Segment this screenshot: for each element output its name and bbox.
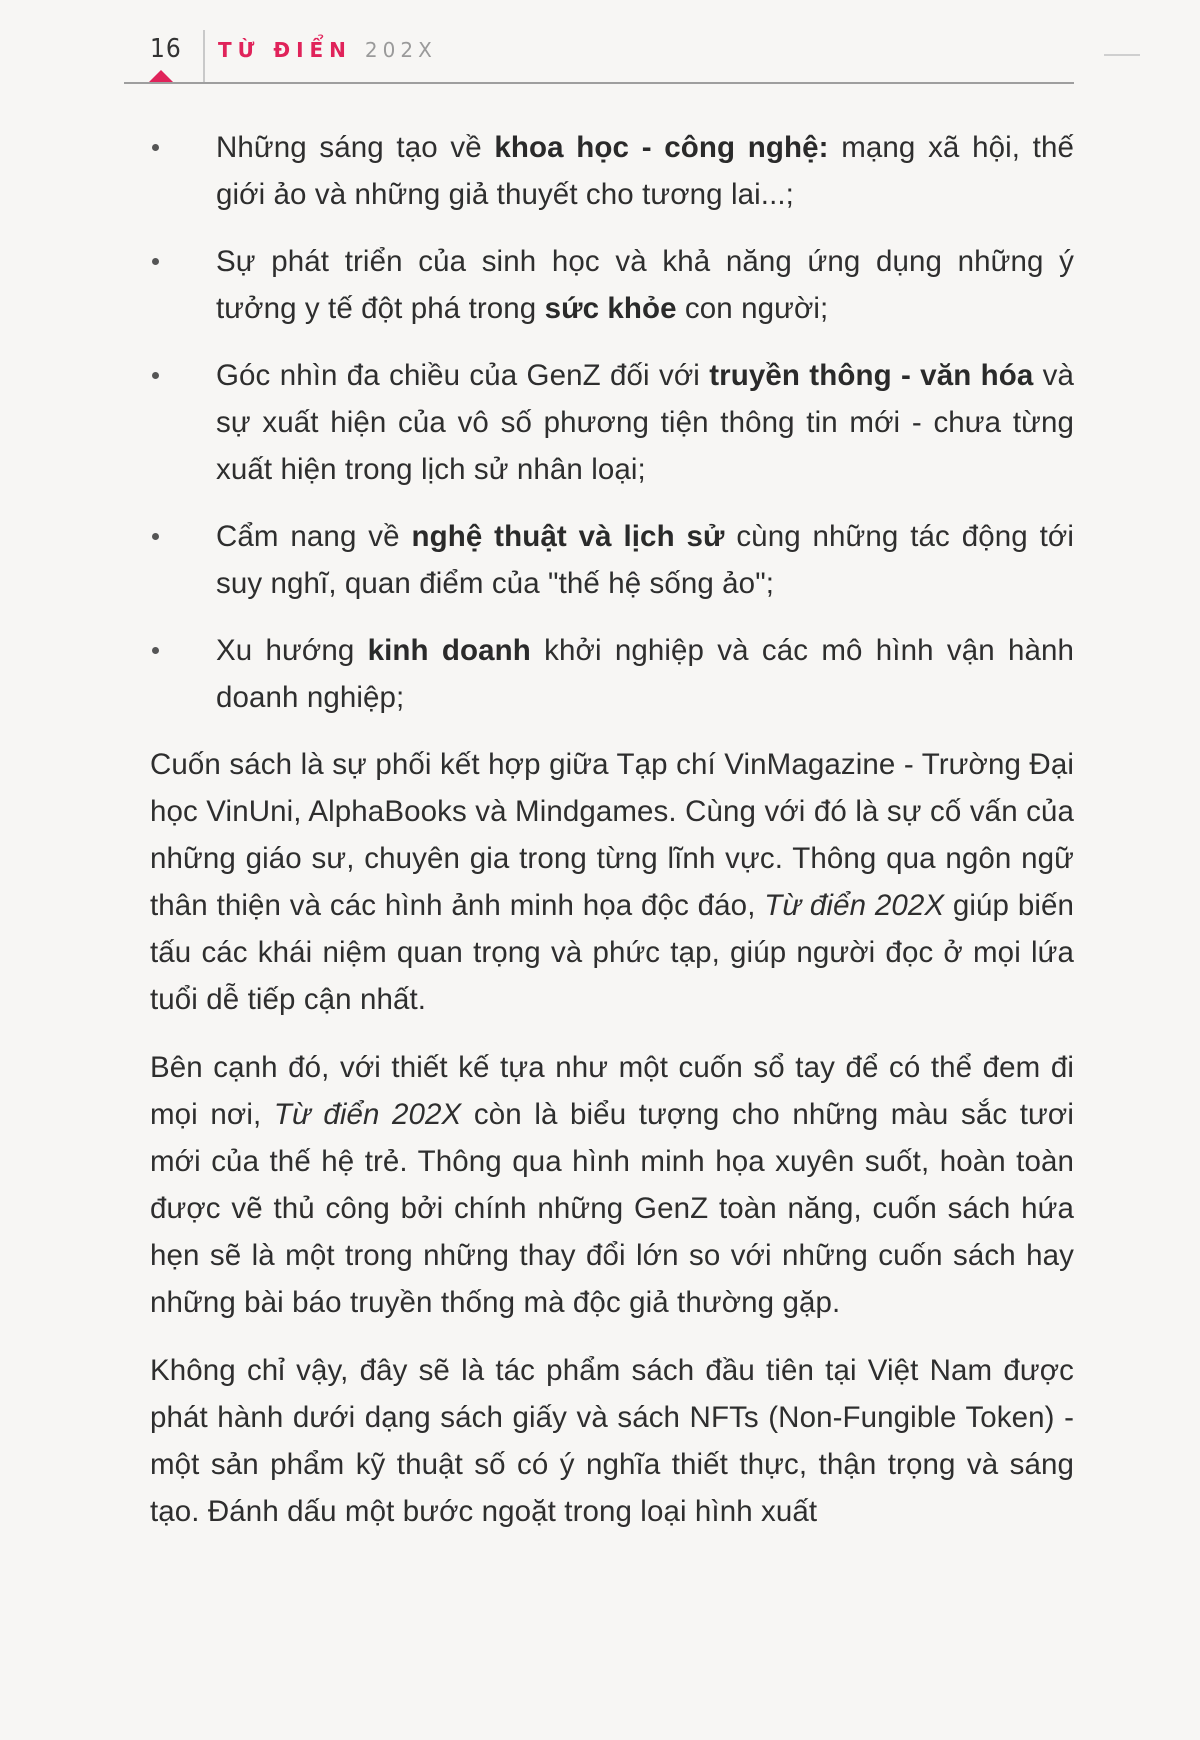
page-number: 16	[150, 34, 182, 64]
bullet-item	[150, 513, 1074, 607]
bullet-text-bold: truyền thông - văn hóa	[709, 359, 1034, 392]
paragraph-collaboration	[150, 741, 1074, 1023]
bullet-item	[150, 627, 1074, 721]
bullet-item	[150, 352, 1074, 493]
bullet-item	[150, 238, 1074, 332]
bullet-dot-icon	[152, 647, 159, 654]
bullet-text-bold: sức khỏe	[544, 292, 677, 325]
bullet-text-after: cùng những tác động tới suy nghĩ, quan điểm của "thế hệ sống ảo";	[216, 520, 1074, 600]
paragraph-nft	[150, 1347, 1074, 1535]
bullet-dot-icon	[152, 144, 159, 151]
paragraph-design	[150, 1044, 1074, 1326]
bullet-item	[150, 124, 1074, 218]
running-title	[218, 38, 437, 62]
bullet-text-before: Những sáng tạo về	[216, 131, 495, 164]
bullet-text-before: Góc nhìn đa chiều của GenZ đối với	[216, 359, 710, 392]
bullet-text-bold: khoa học - công nghệ:	[494, 131, 829, 164]
bullet-text-bold: kinh doanh	[367, 634, 531, 667]
running-title-light: 202X	[364, 38, 437, 62]
book-title-italic: Từ điển 202X	[273, 1098, 462, 1131]
paragraph-text: Cuốn sách là sự phối kết hợp giữa Tạp chí VinMagazine - Trường Đại học VinUni, AlphaBooks và Mindgames. Cùng với đó là sự cố vấn của những giáo sư, chuyên gia trong từng lĩnh vực. Thông qua ngôn ngữ thân thiện và các hình ảnh minh họa độc đáo,	[150, 748, 1074, 922]
header-rule	[124, 82, 1074, 84]
book-title-italic: Từ điển 202X	[764, 889, 945, 922]
bullet-text-after: mạng xã hội, thế giới ảo và những giả thuyết cho tương lai...;	[216, 131, 1074, 211]
bullet-text-before: Xu hướng	[216, 634, 368, 667]
paragraph-text: Không chỉ vậy, đây sẽ là tác phẩm sách đầu tiên tại Việt Nam được phát hành dưới dạng sách giấy và sách NFTs (Non-Fungible Token) - một sản phẩm kỹ thuật số có ý nghĩa thiết thực, thận trọng và sáng tạo. Đánh dấu một bước ngoặt trong loại hình xuất	[150, 1354, 1074, 1528]
bullet-dot-icon	[152, 258, 159, 265]
paragraph-text: Bên cạnh đó, với thiết kế tựa như một cuốn sổ tay để có thể đem đi mọi nơi,	[150, 1051, 1074, 1131]
bullet-dot-icon	[152, 533, 159, 540]
page-header	[0, 0, 1200, 90]
bullet-text-after: con người;	[676, 292, 829, 325]
paragraph-text: giúp biến tấu các khái niệm quan trọng và phức tạp, giúp người đọc ở mọi lứa tuổi dễ tiếp cận nhất.	[150, 889, 1074, 1016]
bullet-list	[150, 124, 1074, 721]
bullet-text-before: Cẩm nang về	[216, 520, 412, 553]
bullet-text-before: Sự phát triển của sinh học và khả năng ứng dụng những ý tưởng y tế đột phá trong	[216, 245, 1074, 325]
page-body	[150, 124, 1074, 1556]
running-title-bold: TỪ ĐIỂN	[218, 38, 352, 62]
bullet-text-bold: nghệ thuật và lịch sử	[411, 520, 725, 553]
bullet-text-after: và sự xuất hiện của vô số phương tiện thông tin mới - chưa từng xuất hiện trong lịch sử nhân loại;	[216, 359, 1075, 486]
corner-dash	[1104, 54, 1140, 56]
bullet-text-after: khởi nghiệp và các mô hình vận hành doanh nghiệp;	[216, 634, 1074, 714]
header-divider	[203, 30, 205, 82]
paragraph-text: còn là biểu tượng cho những màu sắc tươi mới của thế hệ trẻ. Thông qua hình minh họa xuyên suốt, hoàn toàn được vẽ thủ công bởi chính những GenZ toàn năng, cuốn sách hứa hẹn sẽ là một trong những thay đổi lớn so với những cuốn sách hay những bài báo truyền thống mà độc giả thường gặp.	[150, 1098, 1074, 1319]
bullet-dot-icon	[152, 372, 159, 379]
